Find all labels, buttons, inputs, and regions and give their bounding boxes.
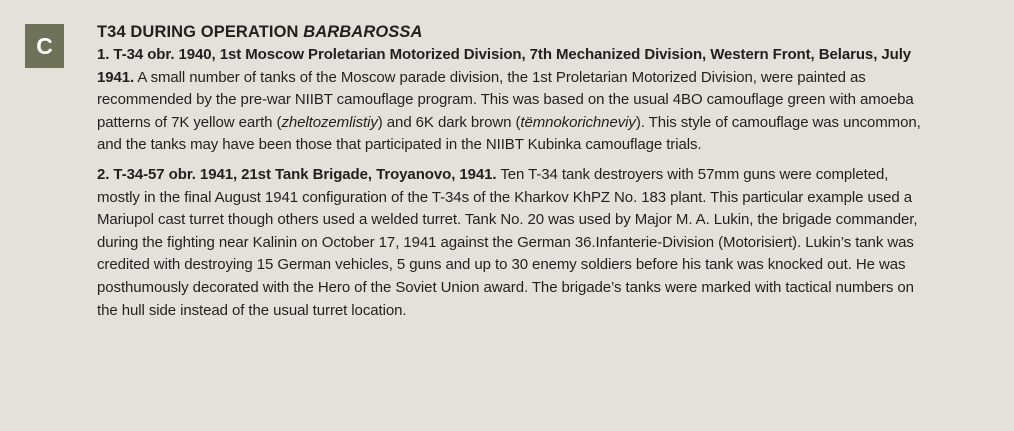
entry-2-heading: 2. T-34-57 obr. 1941, 21st Tank Brigade, Troyanovo, 1941.	[97, 165, 497, 183]
entry-1-text-3: ). This style of camouflage was uncommon, and the tanks may have been those that participated in the NIIBT Kubinka camouflage trials.	[97, 113, 921, 154]
plate-title	[97, 20, 935, 44]
entry-1-text-2: ) and 6K dark brown (	[377, 113, 521, 131]
entry-1-italic-2: tёmnokorichneviy	[520, 113, 636, 131]
entry-1-italic-1: zheltozemlistiy	[281, 113, 378, 131]
caption-entry-1	[97, 44, 935, 157]
plate-title-prefix: T34 DURING OPERATION	[97, 23, 304, 41]
plate-title-italic: BARBAROSSA	[303, 23, 423, 41]
caption-entry-2	[97, 164, 935, 322]
entry-1-text-1: A small number of tanks of the Moscow parade division, the 1st Proletarian Motorized Division, were painted as recommended by the pre-war NIIBT camouflage program. This was based on the usual 4BO camouflage green with amoeba patterns of 7K yellow earth (	[97, 68, 914, 131]
entry-2-text-1: Ten T-34 tank destroyers with 57mm guns were completed, mostly in the final August 1941 configuration of the T-34s of the Kharkov KhPZ No. 183 plant. This particular example used a Mariupol cast turret though others used a welded turret. Tank No. 20 was used by Major M. A. Lukin, the brigade commander, during the fighting near Kalinin on October 17, 1941 against the German 36.Infanterie-Division (Motorisiert). Lukin’s tank was credited with destroying 15 German vehicles, 5 guns and up to 30 enemy soldiers before his tank was knocked out. He was posthumously decorated with the Hero of the Soviet Union award. The brigade’s tanks were marked with tactical numbers on the hull side instead of the usual turret location.	[97, 165, 918, 319]
entry-1-heading: 1. T-34 obr. 1940, 1st Moscow Proletarian Motorized Division, 7th Mechanized Division, Western Front, Belarus, July 1941.	[97, 46, 912, 86]
caption-block	[97, 20, 935, 322]
plate-letter: C	[36, 32, 53, 59]
plate-letter-badge	[25, 24, 64, 68]
